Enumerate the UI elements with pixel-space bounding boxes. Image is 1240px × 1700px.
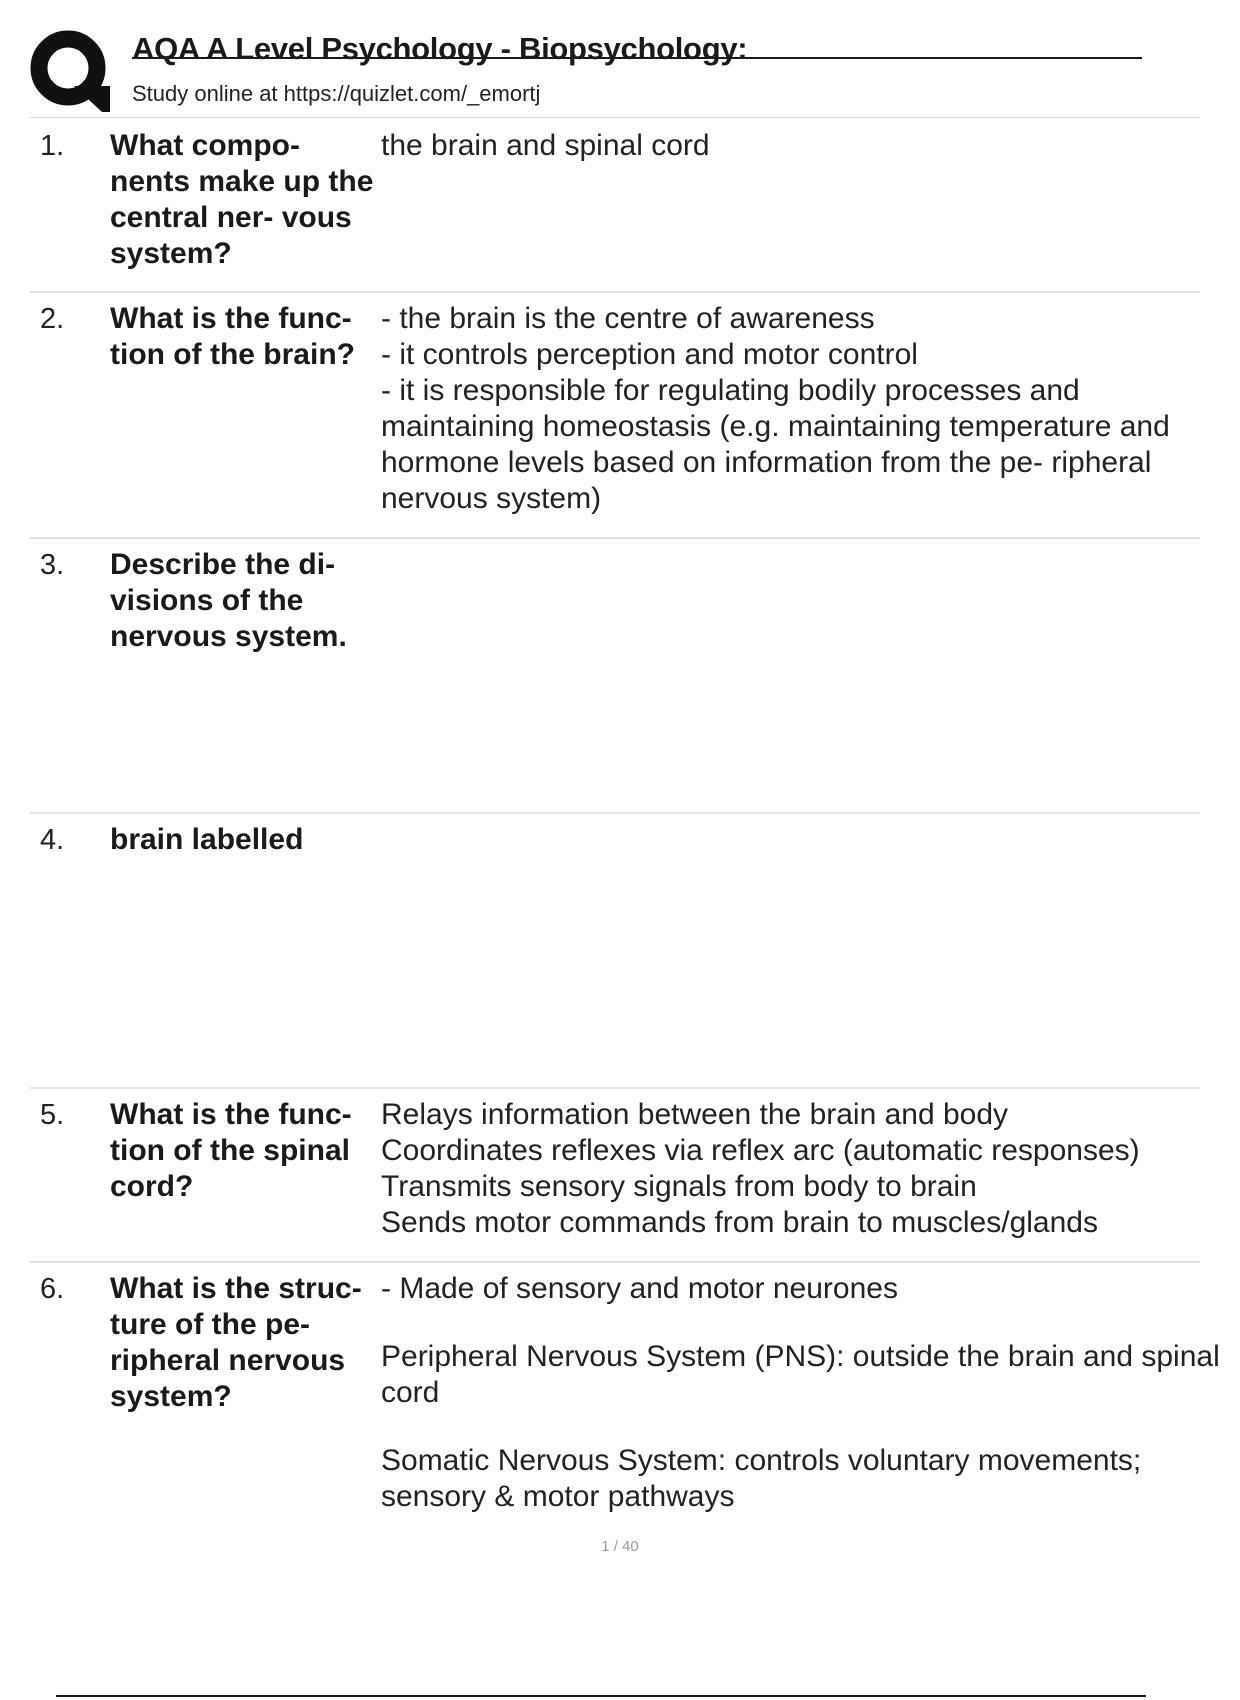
footer-rule bbox=[56, 1695, 1146, 1697]
study-online-link[interactable]: Study online at https://quizlet.com/_emortj bbox=[132, 81, 541, 106]
card-term: What is the func- tion of the brain? bbox=[110, 302, 355, 371]
definition-line: - it controls perception and motor control bbox=[381, 338, 918, 371]
card-term: What compo- nents make up the central ner- vous system? bbox=[110, 129, 374, 270]
definition-line: Somatic Nervous System: controls voluntary movements; sensory & motor pathways bbox=[381, 1444, 1150, 1513]
title-rule bbox=[132, 57, 1142, 59]
card-number: 6. bbox=[40, 1273, 65, 1305]
flashcard-row bbox=[30, 118, 1200, 293]
definition-line: Transmits sensory signals from body to brain bbox=[381, 1170, 977, 1203]
definition-line: - the brain is the centre of awareness bbox=[381, 302, 875, 335]
definition-line: the brain and spinal cord bbox=[381, 129, 710, 162]
definition-line: Sends motor commands from brain to muscles/glands bbox=[381, 1206, 1098, 1239]
definition-line: Coordinates reflexes via reflex arc (automatic responses) bbox=[381, 1134, 1140, 1167]
card-term: What is the struc- ture of the pe- ripheral nervous system? bbox=[110, 1272, 362, 1413]
card-definition bbox=[381, 128, 1229, 164]
card-definition bbox=[381, 1271, 1229, 1515]
quizlet-q-logo-icon bbox=[30, 30, 112, 114]
card-term: What is the func- tion of the spinal cord? bbox=[110, 1098, 352, 1203]
page-header bbox=[0, 0, 1200, 118]
flashcard-row bbox=[30, 1087, 1200, 1263]
card-term: Describe the di- visions of the nervous system. bbox=[110, 548, 347, 653]
page-number: 1 / 40 bbox=[601, 1538, 639, 1555]
definition-line: Relays information between the brain and body bbox=[381, 1098, 1009, 1131]
card-number: 4. bbox=[40, 824, 65, 856]
definition-spacer bbox=[381, 1411, 1229, 1443]
flashcard-row bbox=[30, 812, 1200, 1089]
card-number: 3. bbox=[40, 549, 65, 581]
definition-spacer bbox=[381, 1307, 1229, 1339]
flashcard-row bbox=[30, 537, 1200, 814]
flashcard-row bbox=[30, 1261, 1229, 1551]
page-title: AQA A Level Psychology - Biopsychology: bbox=[132, 31, 748, 66]
card-definition bbox=[381, 1097, 1229, 1241]
flashcard-row bbox=[30, 291, 1200, 539]
card-definition bbox=[381, 301, 1229, 517]
card-number: 5. bbox=[40, 1099, 65, 1131]
card-number: 2. bbox=[40, 303, 65, 335]
card-term: brain labelled bbox=[110, 823, 304, 856]
definition-line: Peripheral Nervous System (PNS): outside the brain and spinal cord bbox=[381, 1340, 1229, 1409]
definition-line: - Made of sensory and motor neurones bbox=[381, 1272, 898, 1305]
definition-line: - it is responsible for regulating bodily processes and maintaining homeostasis (e.g. maintaining temperature and hormone levels based on information from the pe- ripheral nervous system) bbox=[381, 374, 1179, 515]
card-number: 1. bbox=[40, 130, 65, 162]
